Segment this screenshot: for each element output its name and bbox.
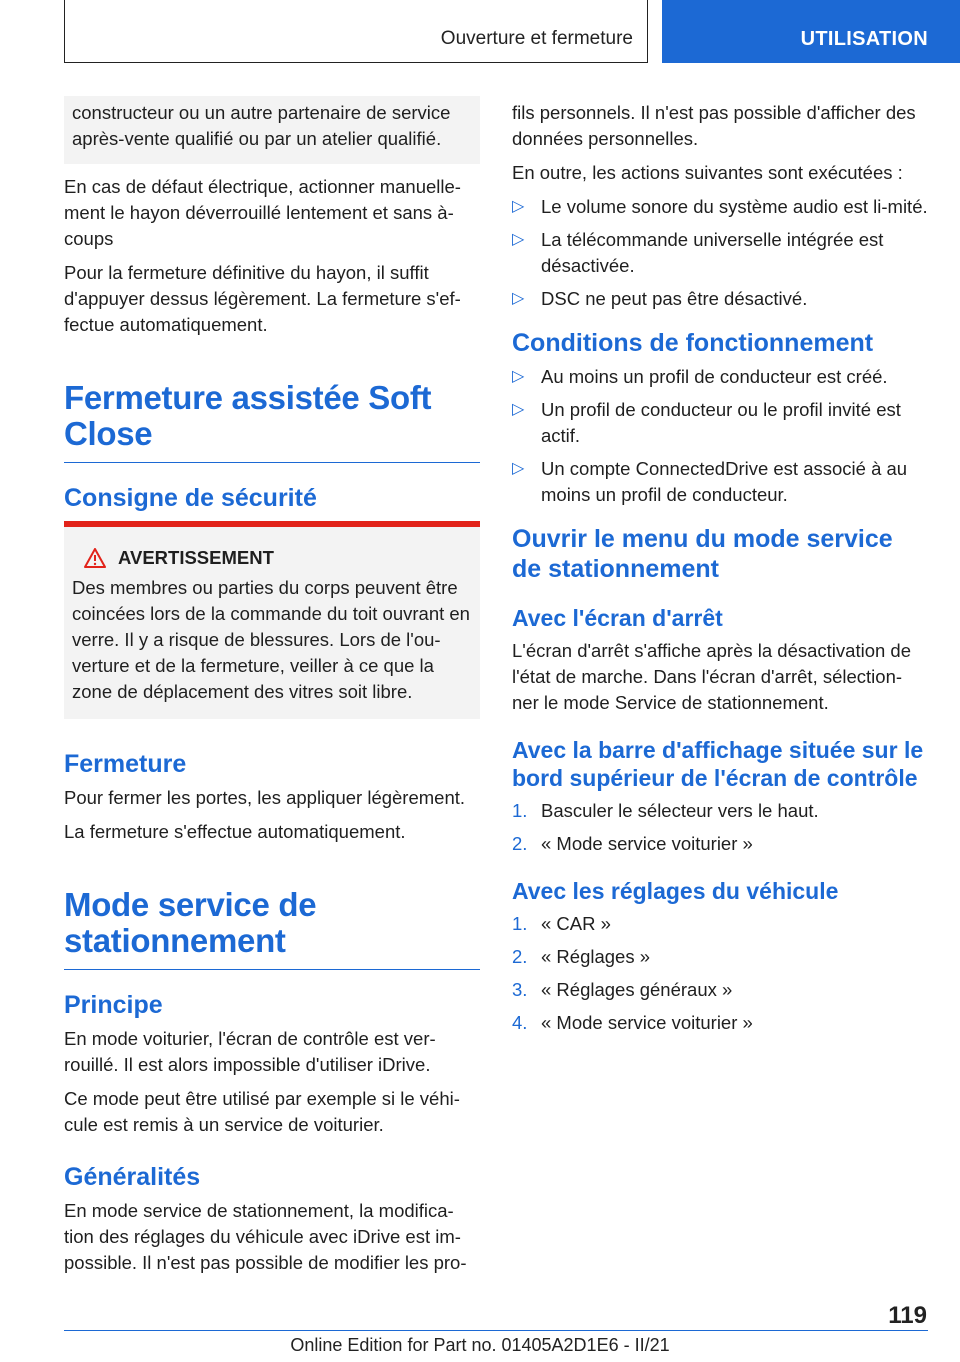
paragraph: En outre, les actions suivantes sont exécutées : xyxy=(512,162,903,183)
warning-title-text: AVERTISSEMENT xyxy=(118,547,274,568)
triangle-bullet-icon: ▷ xyxy=(512,290,525,307)
step-text: Basculer le sélecteur vers le haut. xyxy=(541,800,819,821)
heading-soft-close: Fermeture assistée Soft Close xyxy=(64,380,480,463)
warning-title xyxy=(84,547,472,569)
list-item xyxy=(512,977,928,1003)
footer-edition: Online Edition for Part no. 01405A2D1E6 - II/21 xyxy=(290,1335,670,1355)
step-text: « Mode service voiturier » xyxy=(541,1012,753,1033)
list-item xyxy=(512,364,928,390)
triangle-bullet-icon: ▷ xyxy=(512,198,525,215)
header-tab-label: UTILISATION xyxy=(800,28,928,50)
header-section-box xyxy=(64,0,648,63)
list-item xyxy=(512,798,928,824)
list-item xyxy=(512,1010,928,1036)
triangle-bullet-icon: ▷ xyxy=(512,460,525,477)
list-item-text: Un compte ConnectedDrive est associé à au moins un profil de conducteur. xyxy=(541,458,908,505)
header-section-title: Ouverture et fermeture xyxy=(440,28,633,49)
list-item xyxy=(512,227,928,279)
heading-reglages-vehicule: Avec les réglages du véhicule xyxy=(512,878,839,904)
heading-ouvrir-menu: Ouvrir le menu du mode service de stationnement xyxy=(512,525,893,583)
step-text: « CAR » xyxy=(541,913,611,934)
actions-list xyxy=(512,194,928,312)
step-text: « Réglages généraux » xyxy=(541,979,733,1000)
step-number: 2. xyxy=(512,833,528,854)
triangle-bullet-icon: ▷ xyxy=(512,368,525,385)
warning-box xyxy=(64,521,480,719)
list-item-text: Le volume sonore du système audio est li-mité. xyxy=(541,196,928,217)
list-item xyxy=(512,911,928,937)
warning-text: Des membres ou parties du corps peuvent être coincées lors de la commande du toit ouvrant en verre. Il y a risque de blessures. Lors de l'ou-verture et de la fermeture, veiller à ce que la zone de déplacement des vitres soit libre. xyxy=(72,577,470,702)
heading-mode-service: Mode service de stationnement xyxy=(64,887,480,970)
step-text: « Réglages » xyxy=(541,946,651,967)
footer-divider xyxy=(64,1330,928,1331)
paragraph: En mode service de stationnement, la modifica-tion des réglages du véhicule avec iDrive est im-possible. Il n'est pas possible de modifier les pro- xyxy=(64,1200,467,1273)
list-item xyxy=(512,831,928,857)
steps-barre-list xyxy=(512,798,928,857)
intro-text: constructeur ou un autre partenaire de service après-vente qualifié ou par un atelier qualifié. xyxy=(72,102,451,149)
heading-principe: Principe xyxy=(64,991,163,1019)
heading-ecran-arret: Avec l'écran d'arrêt xyxy=(512,605,723,631)
page-number: 119 xyxy=(888,1302,927,1329)
heading-generalites: Généralités xyxy=(64,1163,201,1191)
list-item-text: DSC ne peut pas être désactivé. xyxy=(541,288,808,309)
step-number: 1. xyxy=(512,800,528,821)
intro-box xyxy=(64,96,480,164)
step-text: « Mode service voiturier » xyxy=(541,833,753,854)
list-item xyxy=(512,286,928,312)
list-item xyxy=(512,194,928,220)
paragraph: Ce mode peut être utilisé par exemple si le véhi-cule est remis à un service de voiturier. xyxy=(64,1088,460,1135)
heading-conditions: Conditions de fonctionnement xyxy=(512,329,874,357)
triangle-bullet-icon: ▷ xyxy=(512,401,525,418)
warning-triangle-icon xyxy=(84,548,106,568)
list-item-text: Un profil de conducteur ou le profil invité est actif. xyxy=(541,399,901,446)
heading-consigne: Consigne de sécurité xyxy=(64,484,317,512)
paragraph: Pour la fermeture définitive du hayon, il suffit d'appuyer dessus légèrement. La fermeture s'ef-fectue automatiquement. xyxy=(64,262,461,335)
step-number: 1. xyxy=(512,913,528,934)
paragraph: Pour fermer les portes, les appliquer légèrement. xyxy=(64,787,466,808)
list-item xyxy=(512,397,928,449)
conditions-list xyxy=(512,364,928,508)
right-column xyxy=(512,100,928,1044)
list-item xyxy=(512,944,928,970)
paragraph: La fermeture s'effectue automatiquement. xyxy=(64,821,406,842)
list-item xyxy=(512,456,928,508)
list-item-text: La télécommande universelle intégrée est désactivée. xyxy=(541,229,884,276)
steps-reglages-list xyxy=(512,911,928,1036)
heading-fermeture: Fermeture xyxy=(64,750,187,778)
step-number: 3. xyxy=(512,979,528,1000)
step-number: 4. xyxy=(512,1012,528,1033)
paragraph: fils personnels. Il n'est pas possible d'afficher des données personnelles. xyxy=(512,102,916,149)
paragraph: En cas de défaut électrique, actionner manuelle-ment le hayon déverrouillé lentement et sans à-coups xyxy=(64,176,461,249)
list-item-text: Au moins un profil de conducteur est créé. xyxy=(541,366,888,387)
triangle-bullet-icon: ▷ xyxy=(512,231,525,248)
step-number: 2. xyxy=(512,946,528,967)
paragraph: En mode voiturier, l'écran de contrôle est ver-rouillé. Il est alors impossible d'utiliser iDrive. xyxy=(64,1028,436,1075)
paragraph: L'écran d'arrêt s'affiche après la désactivation de l'état de marche. Dans l'écran d'arrêt, sélection-ner le mode Service de stationnement. xyxy=(512,640,911,713)
heading-barre-affichage: Avec la barre d'affichage située sur le bord supérieur de l'écran de contrôle xyxy=(512,737,924,791)
header-tab[interactable] xyxy=(662,0,960,63)
left-column xyxy=(64,100,480,1284)
